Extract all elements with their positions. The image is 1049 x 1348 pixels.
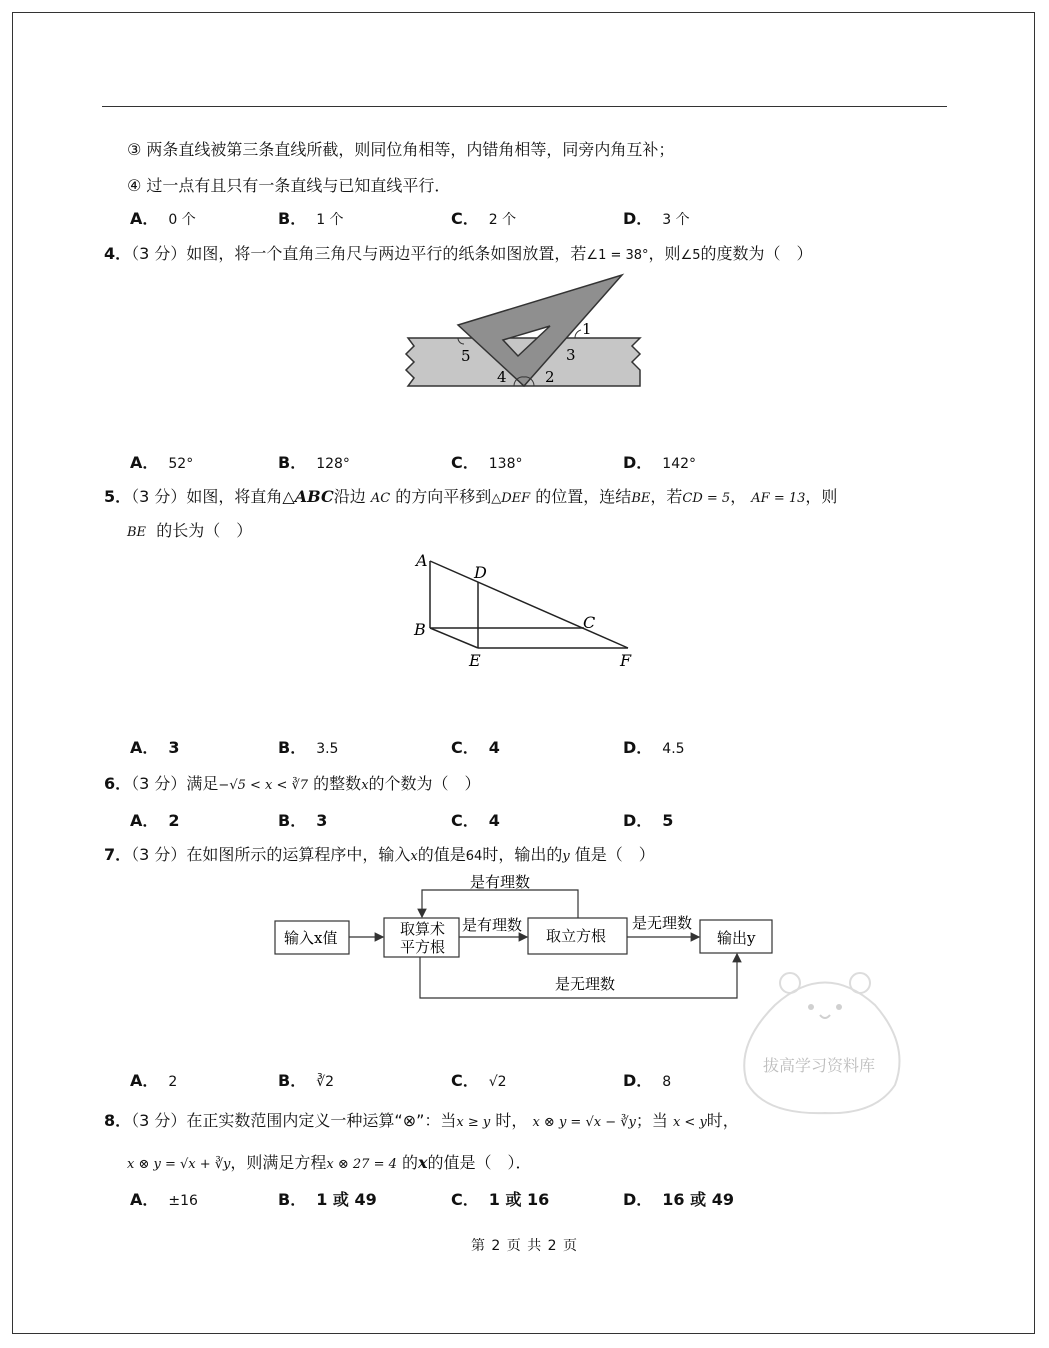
point-f: F [620,651,632,670]
q5-option-c: C． 4 [451,738,500,757]
cube-root-box-label: 取立方根 [546,927,607,945]
watermark [735,965,915,1119]
q5-option-d: D． 4.5 [623,738,685,757]
question-4: 4．（3 分）如图，将一个直角三角尺与两边平行的纸条如图放置，若∠1 = 38°，则∠5的度数为（ ） [104,244,813,263]
edge-label-rational-middle: 是有理数 [462,916,523,934]
angle-label-4: 4 [497,368,507,386]
q4-option-b: B． 128° [278,453,350,472]
q4-option-d: D． 142° [623,453,697,472]
q5-option-b: B． 3.5 [278,738,339,757]
q5-option-a: A． 3 [130,738,180,757]
watermark-text: 拔高学习资料库 [763,1056,876,1075]
q6-option-c: C． 4 [451,811,500,830]
q7-option-c: C． √2 [451,1071,507,1090]
input-box-label: 输入x值 [284,929,338,947]
question-5-line-2: BE 的长为（ ） [127,521,253,540]
sqrt-box-line-2: 平方根 [400,938,446,956]
output-box-label: 输出y [717,929,756,947]
q8-option-c: C． 1 或 16 [451,1190,550,1209]
edge-label-irrational-right: 是无理数 [632,914,693,932]
question-5-line-1: 5．（3 分）如图，将直角△ABC沿边 AC 的方向平移到△DEF 的位置，连结BE，若CD = 5， AF = 13，则 [104,487,838,506]
statement-3: ③ 两条直线被第三条直线所截，则同位角相等，内错角相等，同旁内角互补； [127,140,675,159]
q6-option-a: A． 2 [130,811,180,830]
point-c: C [583,613,596,632]
q3-option-c: C． 2 个 [451,209,517,228]
q7-option-b: B． ∛2 [278,1071,335,1090]
header-rule [102,106,947,107]
angle-label-3: 3 [566,346,576,364]
bear-logo [735,965,915,1115]
question-7: 7．（3 分）在如图所示的运算程序中，输入x的值是64时，输出的y 值是（ ） [104,845,655,864]
q6-option-d: D． 5 [623,811,674,830]
question-6: 6．（3 分）满足−√5 < x < ∛7 的整数x的个数为（ ） [104,774,481,793]
q7-option-a: A． 2 [130,1071,178,1090]
q3-option-b: B． 1 个 [278,209,344,228]
q4-option-c: C． 138° [451,453,523,472]
q7-flowchart [270,868,780,1008]
point-d: D [474,563,487,582]
question-8-line-2: x ⊗ y = √x + ∛y，则满足方程x ⊗ 27 = 4 的x的值是（ ）． [127,1153,532,1172]
angle-label-2: 2 [545,368,555,386]
q6-option-b: B． 3 [278,811,328,830]
point-a: A [416,551,428,570]
q8-option-d: D． 16 或 49 [623,1190,734,1209]
angle-label-1: 1 [582,320,592,338]
edge-label-irrational-bottom: 是无理数 [555,975,616,993]
q7-option-d: D． 8 [623,1071,672,1090]
q4-option-a: A． 52° [130,453,194,472]
q8-option-b: B． 1 或 49 [278,1190,377,1209]
angle-label-5: 5 [461,347,471,365]
point-b: B [414,620,426,639]
edge-label-rational-top: 是有理数 [470,873,531,891]
statement-4: ④ 过一点有且只有一条直线与已知直线平行． [127,176,451,195]
point-e: E [469,651,481,670]
q5-figure [408,548,648,673]
q4-figure [400,268,650,393]
sqrt-box-line-1: 取算术 [400,920,446,938]
q8-option-a: A． ±16 [130,1190,198,1209]
page-footer: 第 2 页 共 2 页 [470,1238,579,1254]
q3-option-a: A． 0 个 [130,209,196,228]
q3-option-d: D． 3 个 [623,209,690,228]
question-8-line-1: 8．（3 分）在正实数范围内定义一种运算“⊗”：当x ≥ y 时， x ⊗ y = √x − ∛y；当 x < y时， [104,1111,739,1130]
